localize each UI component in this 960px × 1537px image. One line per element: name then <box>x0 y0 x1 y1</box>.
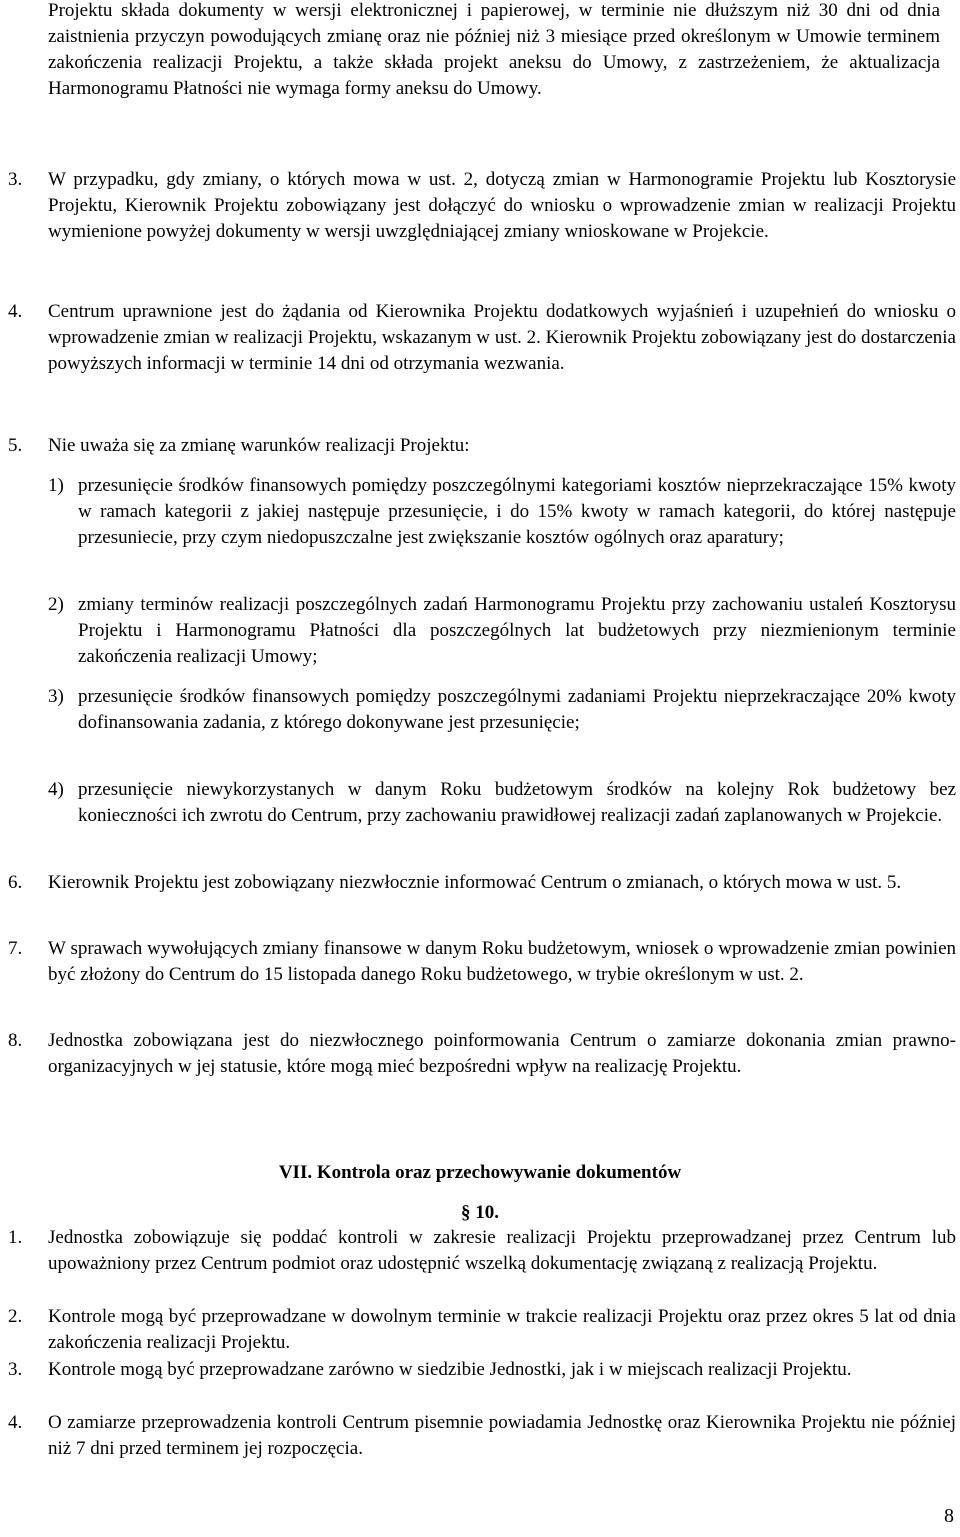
subitem-number: 1) <box>48 475 64 496</box>
section-item-text: Kontrole mogą być przeprowadzane w dowolnym terminie w trakcie realizacji Projektu oraz przez okres 5 lat od dnia zakończenia realizacji Projektu. <box>48 1306 956 1353</box>
item-text: Kierownik Projektu jest zobowiązany niezwłocznie informować Centrum o zmianach, o których mowa w ust. 5. <box>48 872 902 893</box>
section-heading: VII. Kontrola oraz przechowywanie dokumentów <box>278 1162 682 1183</box>
item-number: 7. <box>8 938 23 959</box>
subitem-text: przesunięcie środków finansowych pomiędzy poszczególnymi kategoriami kosztów nieprzekraczające 15% kwoty w ramach kategorii z jakiej następuje przesunięcie, i do 15% kwoty w ramach kategorii, do której następuje przesuniecie, przy czym niedopuszczalne jest zwiększanie kosztów ogólnych oraz aparatury; <box>78 475 956 548</box>
subitem-number: 4) <box>48 779 64 800</box>
item-text: Nie uważa się za zmianę warunków realizacji Projektu: <box>48 435 470 456</box>
section-item-text: Kontrole mogą być przeprowadzane zarówno w siedzibie Jednostki, jak i w miejscach realizacji Projektu. <box>48 1359 852 1380</box>
item-text: W sprawach wywołujących zmiany finansowe w danym Roku budżetowym, wniosek o wprowadzenie zmian powinien być złożony do Centrum do 15 listopada danego Roku budżetowego, w trybie określonym w ust. 2. <box>48 938 956 985</box>
subitem-text: zmiany terminów realizacji poszczególnych zadań Harmonogramu Projektu przy zachowaniu ustaleń Kosztorysu Projektu i Harmonogramu Płatności dla poszczególnych lat budżetowych przy niezmienionym terminie zakończenia realizacji Umowy; <box>78 594 956 667</box>
section-item-number: 2. <box>8 1306 23 1327</box>
item-number: 6. <box>8 872 23 893</box>
item-text: Jednostka zobowiązana jest do niezwłocznego poinformowania Centrum o zamiarze dokonania zmian prawno-organizacyjnych w jej statusie, które mogą mieć bezpośredni wpływ na realizację Projektu. <box>48 1030 956 1077</box>
paragraph-mark: § 10. <box>461 1202 499 1223</box>
item-number: 3. <box>8 169 23 190</box>
item-text: Centrum uprawnione jest do żądania od Kierownika Projektu dodatkowych wyjaśnień i uzupełnień do wniosku o wprowadzenie zmian w realizacji Projektu, wskazanym w ust. 2. Kierownik Projektu zobowiązany jest do dostarczenia powyższych informacji w terminie 14 dni od otrzymania wezwania. <box>48 301 956 374</box>
section-item-text: Jednostka zobowiązuje się poddać kontroli w zakresie realizacji Projektu przeprowadzanej przez Centrum lub upoważniony przez Centrum podmiot oraz udostępnić wszelką dokumentację związaną z realizacją Projektu. <box>48 1227 956 1274</box>
section-item-text: O zamiarze przeprowadzenia kontroli Centrum pisemnie powiadamia Jednostkę oraz Kierownika Projektu nie później niż 7 dni przed terminem jej rozpoczęcia. <box>48 1412 956 1459</box>
section-item-number: 3. <box>8 1359 23 1380</box>
subitem-number: 3) <box>48 686 64 707</box>
item-text: W przypadku, gdy zmiany, o których mowa w ust. 2, dotyczą zmian w Harmonogramie Projektu lub Kosztorysie Projektu, Kierownik Projektu zobowiązany jest dołączyć do wniosku o wprowadzenie zmian w realizacji Projektu wymienione powyżej dokumenty w wersji uwzględniającej zmiany wnioskowane w Projekcie. <box>48 169 956 242</box>
item-number: 5. <box>8 435 23 456</box>
section-item-number: 4. <box>8 1412 23 1433</box>
item-number: 4. <box>8 301 23 322</box>
page-number: 8 <box>944 1505 954 1527</box>
subitem-text: przesunięcie środków finansowych pomiędzy poszczególnymi zadaniami Projektu nieprzekraczające 20% kwoty dofinansowania zadania, z którego dokonywane jest przesunięcie; <box>78 686 956 733</box>
section-item-number: 1. <box>8 1227 23 1248</box>
subitem-number: 2) <box>48 594 64 615</box>
subitem-text: przesunięcie niewykorzystanych w danym Roku budżetowym środków na kolejny Rok budżetowy bez konieczności ich zwrotu do Centrum, przy zachowaniu prawidłowej realizacji zadań zaplanowanych w Projekcie. <box>78 779 956 826</box>
top-paragraph: Projektu składa dokumenty w wersji elektronicznej i papierowej, w terminie nie dłuższym niż 30 dni od dnia zaistnienia przyczyn powodujących zmianę oraz nie później niż 3 miesiące przed określonym w Umowie terminem zakończenia realizacji Projektu, a także składa projekt aneksu do Umowy, z zastrzeżeniem, że aktualizacja Harmonogramu Płatności nie wymaga formy aneksu do Umowy. <box>48 0 940 99</box>
item-number: 8. <box>8 1030 23 1051</box>
